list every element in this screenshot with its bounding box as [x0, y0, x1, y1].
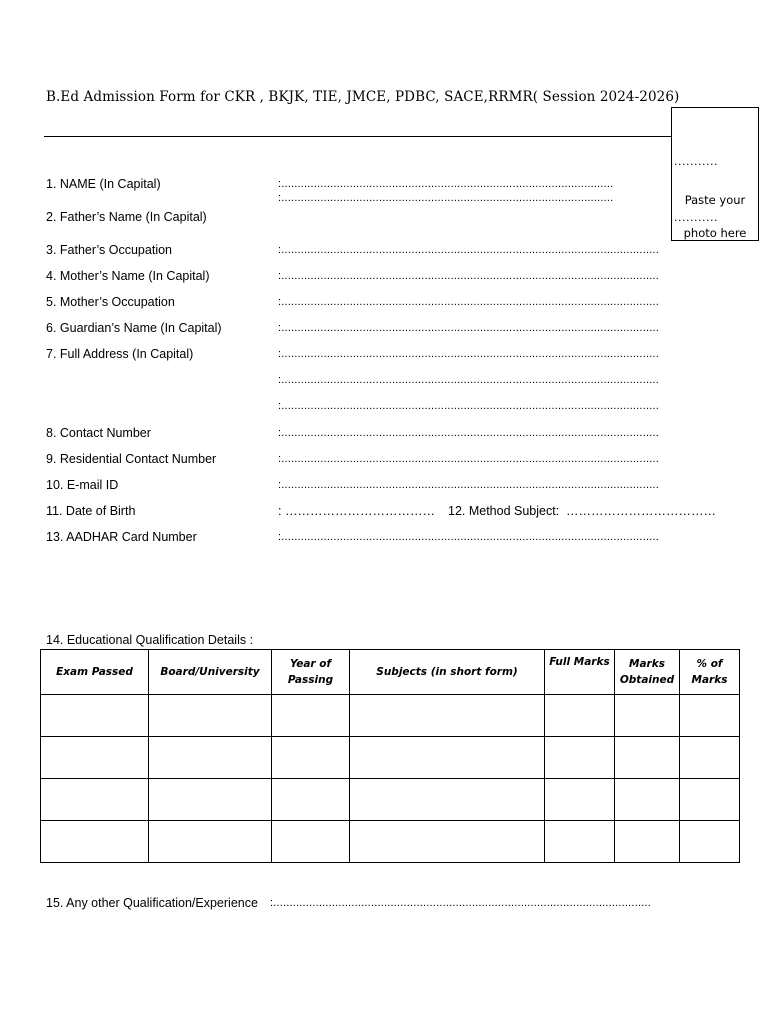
- table-row: [41, 737, 740, 779]
- table-cell[interactable]: [350, 779, 545, 821]
- header-board-university: Board/University: [149, 650, 272, 695]
- table-cell[interactable]: [615, 737, 680, 779]
- field-label-mothers-occupation: 5. Mother’s Occupation: [46, 295, 175, 309]
- table-cell[interactable]: [615, 821, 680, 863]
- field-label-method-subject: 12. Method Subject:: [448, 504, 560, 518]
- table-cell[interactable]: [680, 779, 740, 821]
- table-cell[interactable]: [680, 821, 740, 863]
- table-cell[interactable]: [149, 737, 272, 779]
- table-cell[interactable]: [680, 695, 740, 737]
- field-label-fathers-occupation: 3. Father’s Occupation: [46, 243, 172, 257]
- table-cell[interactable]: [680, 737, 740, 779]
- table-header-row: [41, 650, 740, 695]
- field-label-guardians-name: 6. Guardian’s Name (In Capital): [46, 321, 222, 335]
- field-input-mothers-name[interactable]: :....................................................................................................................: [278, 270, 659, 282]
- table-cell[interactable]: [272, 737, 350, 779]
- field-input-date-of-birth[interactable]: : ………………………………: [278, 504, 435, 518]
- form-title: B.Ed Admission Form for CKR , BKJK, TIE, JMCE, PDBC, SACE,RRMR( Session 2024-2026): [46, 89, 680, 105]
- table-cell[interactable]: [615, 779, 680, 821]
- field-input-guardians-name[interactable]: :....................................................................................................................: [278, 322, 659, 334]
- field-input-method-subject[interactable]: ………………………………: [566, 504, 716, 518]
- table-cell[interactable]: [149, 821, 272, 863]
- field-label-fathers-name: 2. Father’s Name (In Capital): [46, 210, 207, 224]
- photo-text-line1: Paste your: [684, 193, 746, 207]
- field-input-address-line3[interactable]: :....................................................................................................................: [278, 400, 659, 412]
- table-cell[interactable]: [149, 695, 272, 737]
- field-label-date-of-birth: 11. Date of Birth: [46, 504, 136, 518]
- field-input-aadhar[interactable]: :....................................................................................................................: [278, 531, 659, 543]
- field-input-name[interactable]: :......................................................................................................: [278, 178, 614, 190]
- table-cell[interactable]: [41, 737, 149, 779]
- table-row: [41, 695, 740, 737]
- education-table: [40, 649, 740, 863]
- field-label-mothers-name: 4. Mother’s Name (In Capital): [46, 269, 210, 283]
- table-cell[interactable]: [149, 779, 272, 821]
- header-exam-passed: Exam Passed: [41, 650, 149, 695]
- table-cell[interactable]: [272, 779, 350, 821]
- field-label-name: 1. NAME (In Capital): [46, 177, 161, 191]
- table-row: [41, 779, 740, 821]
- field-input-contact-number[interactable]: :....................................................................................................................: [278, 427, 659, 439]
- table-cell[interactable]: [272, 695, 350, 737]
- field-label-full-address: 7. Full Address (In Capital): [46, 347, 194, 361]
- title-divider: [44, 136, 672, 137]
- photo-box[interactable]: [671, 107, 759, 241]
- table-cell[interactable]: [545, 821, 615, 863]
- table-cell[interactable]: [545, 779, 615, 821]
- table-cell[interactable]: [545, 737, 615, 779]
- photo-text-line2: photo here: [683, 226, 747, 240]
- field-label-contact-number: 8. Contact Number: [46, 426, 151, 440]
- field-label-residential-contact: 9. Residential Contact Number: [46, 452, 217, 466]
- field-input-address-line1[interactable]: :....................................................................................................................: [278, 348, 659, 360]
- header-year-of-passing: Year of Passing: [272, 650, 350, 695]
- education-section-label: 14. Educational Qualification Details :: [46, 633, 254, 647]
- field-input-other-qualification[interactable]: :....................................................................................................................: [270, 897, 651, 909]
- table-cell[interactable]: [615, 695, 680, 737]
- table-cell[interactable]: [41, 695, 149, 737]
- photo-dots-mid: ...........: [674, 211, 718, 224]
- photo-dots-top: ...........: [674, 155, 718, 168]
- table-row: [41, 821, 740, 863]
- table-cell[interactable]: [41, 821, 149, 863]
- field-input-fathers-name[interactable]: :......................................................................................................: [278, 192, 614, 204]
- header-marks-obtained: Marks Obtained: [615, 650, 680, 695]
- header-percent-marks: % of Marks: [680, 650, 740, 695]
- table-cell[interactable]: [545, 695, 615, 737]
- field-label-email: 10. E-mail ID: [46, 478, 119, 492]
- table-cell[interactable]: [350, 821, 545, 863]
- field-label-other-qualification: 15. Any other Qualification/Experience: [46, 896, 258, 910]
- header-full-marks: Full Marks: [545, 650, 615, 695]
- table-cell[interactable]: [350, 737, 545, 779]
- header-subjects: Subjects (in short form): [350, 650, 545, 695]
- table-cell[interactable]: [272, 821, 350, 863]
- field-input-mothers-occupation[interactable]: :....................................................................................................................: [278, 296, 659, 308]
- field-input-fathers-occupation[interactable]: :....................................................................................................................: [278, 244, 659, 256]
- table-cell[interactable]: [350, 695, 545, 737]
- table-cell[interactable]: [41, 779, 149, 821]
- field-label-aadhar: 13. AADHAR Card Number: [46, 530, 197, 544]
- field-input-address-line2[interactable]: :....................................................................................................................: [278, 374, 659, 386]
- field-input-residential-contact[interactable]: :....................................................................................................................: [278, 453, 659, 465]
- field-input-email[interactable]: :....................................................................................................................: [278, 479, 659, 491]
